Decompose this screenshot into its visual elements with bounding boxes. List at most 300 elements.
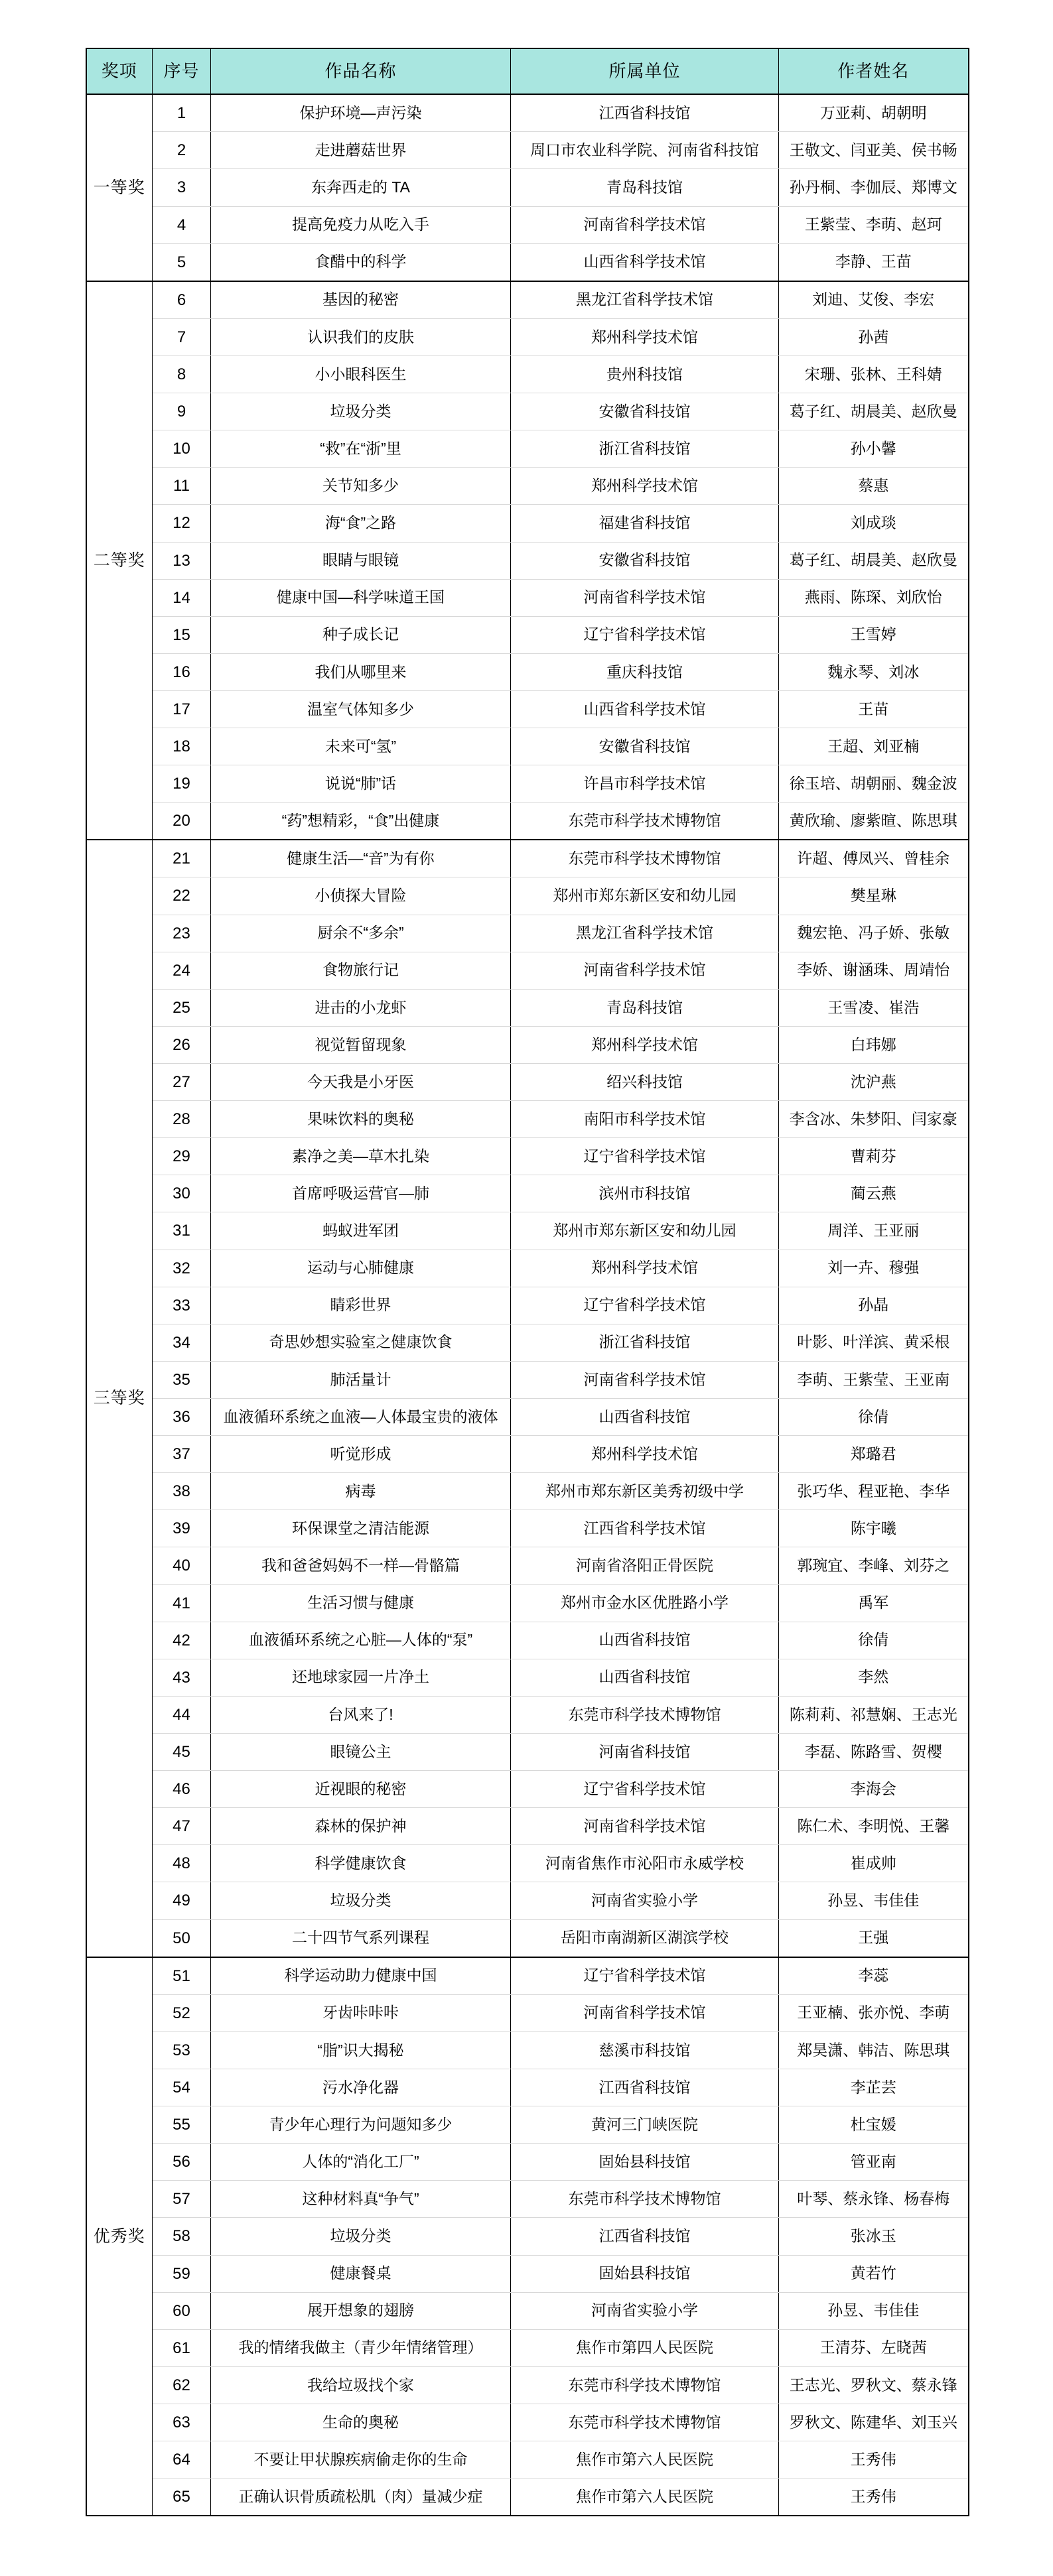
cell-unit: 山西省科技馆 bbox=[511, 1622, 779, 1659]
table-row bbox=[86, 2181, 969, 2218]
column-header-authors: 作者姓名 bbox=[779, 48, 969, 94]
cell-unit: 郑州市郑东新区安和幼儿园 bbox=[511, 1212, 779, 1250]
table-row bbox=[86, 1212, 969, 1250]
table-row bbox=[86, 616, 969, 653]
award-list-table bbox=[86, 48, 969, 2516]
cell-title: 生命的奥秘 bbox=[211, 2404, 511, 2441]
cell-title: 不要让甲状腺疾病偷走你的生命 bbox=[211, 2441, 511, 2479]
cell-unit: 黑龙江省科学技术馆 bbox=[511, 915, 779, 952]
cell-authors: 杜宝媛 bbox=[779, 2106, 969, 2144]
cell-title: 我和爸爸妈妈不一样—骨骼篇 bbox=[211, 1547, 511, 1584]
cell-authors: 刘成琰 bbox=[779, 505, 969, 542]
cell-title: 污水净化器 bbox=[211, 2069, 511, 2106]
cell-unit: 河南省焦作市沁阳市永威学校 bbox=[511, 1845, 779, 1882]
cell-index: 27 bbox=[153, 1064, 211, 1101]
cell-authors: 王敬文、闫亚美、侯书畅 bbox=[779, 132, 969, 169]
cell-title: 走进蘑菇世界 bbox=[211, 132, 511, 169]
cell-unit: 东莞市科学技术博物馆 bbox=[511, 2366, 779, 2404]
cell-authors: 郑璐君 bbox=[779, 1436, 969, 1473]
cell-unit: 山西省科技馆 bbox=[511, 1659, 779, 1696]
table-row bbox=[86, 1808, 969, 1845]
cell-index: 41 bbox=[153, 1584, 211, 1622]
cell-index: 24 bbox=[153, 952, 211, 989]
cell-title: 这种材料真“争气” bbox=[211, 2181, 511, 2218]
table-row bbox=[86, 1361, 969, 1398]
cell-unit: 贵州科技馆 bbox=[511, 355, 779, 393]
cell-index: 45 bbox=[153, 1734, 211, 1771]
cell-unit: 浙江省科技馆 bbox=[511, 1324, 779, 1361]
cell-index: 54 bbox=[153, 2069, 211, 2106]
cell-title: 果味饮料的奥秘 bbox=[211, 1101, 511, 1138]
cell-title: 人体的“消化工厂” bbox=[211, 2144, 511, 2181]
table-row bbox=[86, 1957, 969, 1995]
cell-unit: 辽宁省科学技术馆 bbox=[511, 1287, 779, 1324]
table-row bbox=[86, 393, 969, 430]
table-header bbox=[86, 48, 969, 94]
cell-unit: 郑州市郑东新区安和幼儿园 bbox=[511, 877, 779, 915]
cell-index: 13 bbox=[153, 542, 211, 579]
cell-index: 53 bbox=[153, 2031, 211, 2069]
cell-index: 18 bbox=[153, 728, 211, 765]
table-row bbox=[86, 355, 969, 393]
cell-index: 5 bbox=[153, 243, 211, 281]
cell-authors: 周洋、王亚丽 bbox=[779, 1212, 969, 1250]
cell-authors: 燕雨、陈琛、刘欣怡 bbox=[779, 579, 969, 616]
cell-title: 还地球家园一片净土 bbox=[211, 1659, 511, 1696]
cell-index: 3 bbox=[153, 169, 211, 206]
table-row bbox=[86, 132, 969, 169]
cell-title: 血液循环系统之心脏—人体的“泵” bbox=[211, 1622, 511, 1659]
cell-authors: 徐倩 bbox=[779, 1622, 969, 1659]
cell-index: 34 bbox=[153, 1324, 211, 1361]
cell-unit: 河南省实验小学 bbox=[511, 2292, 779, 2329]
cell-index: 64 bbox=[153, 2441, 211, 2479]
cell-authors: 孙丹桐、李伽辰、郑博文 bbox=[779, 169, 969, 206]
cell-authors: 王雪凌、崔浩 bbox=[779, 989, 969, 1026]
cell-unit: 辽宁省科学技术馆 bbox=[511, 616, 779, 653]
table-row bbox=[86, 1659, 969, 1696]
cell-unit: 辽宁省科学技术馆 bbox=[511, 1957, 779, 1995]
cell-index: 25 bbox=[153, 989, 211, 1026]
cell-index: 35 bbox=[153, 1361, 211, 1398]
table-row bbox=[86, 2144, 969, 2181]
cell-title: 病毒 bbox=[211, 1473, 511, 1510]
cell-authors: 叶琴、蔡永锋、杨春梅 bbox=[779, 2181, 969, 2218]
cell-authors: 王强 bbox=[779, 1919, 969, 1957]
cell-unit: 山西省科技馆 bbox=[511, 1399, 779, 1436]
table-row bbox=[86, 1175, 969, 1212]
cell-unit: 河南省实验小学 bbox=[511, 1882, 779, 1919]
cell-index: 14 bbox=[153, 579, 211, 616]
cell-unit: 辽宁省科学技术馆 bbox=[511, 1771, 779, 1808]
table-row bbox=[86, 2106, 969, 2144]
table-row bbox=[86, 468, 969, 505]
cell-unit: 固始县科技馆 bbox=[511, 2144, 779, 2181]
cell-unit: 许昌市科学技术馆 bbox=[511, 765, 779, 803]
table-row bbox=[86, 505, 969, 542]
cell-unit: 重庆科技馆 bbox=[511, 653, 779, 690]
table-row bbox=[86, 989, 969, 1026]
table-row bbox=[86, 579, 969, 616]
cell-unit: 河南省科学技术馆 bbox=[511, 1808, 779, 1845]
cell-title: “救”在“浙”里 bbox=[211, 430, 511, 468]
cell-index: 33 bbox=[153, 1287, 211, 1324]
cell-authors: 叶影、叶洋滨、黄采根 bbox=[779, 1324, 969, 1361]
cell-authors: 孙小馨 bbox=[779, 430, 969, 468]
cell-authors: 李静、王苗 bbox=[779, 243, 969, 281]
table-row bbox=[86, 653, 969, 690]
cell-authors: 崔成帅 bbox=[779, 1845, 969, 1882]
cell-index: 10 bbox=[153, 430, 211, 468]
cell-authors: 宋珊、张林、王科婧 bbox=[779, 355, 969, 393]
cell-authors: 管亚南 bbox=[779, 2144, 969, 2181]
cell-index: 15 bbox=[153, 616, 211, 653]
table-row bbox=[86, 2218, 969, 2255]
cell-title: 运动与心肺健康 bbox=[211, 1250, 511, 1287]
cell-title: 我给垃圾找个家 bbox=[211, 2366, 511, 2404]
cell-title: 小小眼科医生 bbox=[211, 355, 511, 393]
cell-index: 6 bbox=[153, 281, 211, 319]
cell-index: 9 bbox=[153, 393, 211, 430]
cell-authors: 王志光、罗秋文、蔡永锋 bbox=[779, 2366, 969, 2404]
cell-title: 青少年心理行为问题知多少 bbox=[211, 2106, 511, 2144]
cell-title: 垃圾分类 bbox=[211, 393, 511, 430]
cell-title: 说说“肺”话 bbox=[211, 765, 511, 803]
cell-authors: 王雪婷 bbox=[779, 616, 969, 653]
cell-index: 62 bbox=[153, 2366, 211, 2404]
cell-unit: 固始县科技馆 bbox=[511, 2255, 779, 2292]
cell-title: 听觉形成 bbox=[211, 1436, 511, 1473]
table-row bbox=[86, 1622, 969, 1659]
cell-unit: 焦作市第六人民医院 bbox=[511, 2441, 779, 2479]
table-row bbox=[86, 877, 969, 915]
cell-authors: 徐倩 bbox=[779, 1399, 969, 1436]
cell-unit: 东莞市科学技术博物馆 bbox=[511, 2404, 779, 2441]
cell-index: 23 bbox=[153, 915, 211, 952]
cell-authors: 白玮娜 bbox=[779, 1026, 969, 1063]
table-row bbox=[86, 1994, 969, 2031]
cell-title: 科学健康饮食 bbox=[211, 1845, 511, 1882]
cell-unit: 河南省科技馆 bbox=[511, 1734, 779, 1771]
cell-unit: 绍兴科技馆 bbox=[511, 1064, 779, 1101]
table-row bbox=[86, 2329, 969, 2366]
cell-index: 51 bbox=[153, 1957, 211, 1995]
cell-unit: 郑州科学技术馆 bbox=[511, 1026, 779, 1063]
cell-unit: 郑州科学技术馆 bbox=[511, 1436, 779, 1473]
cell-authors: 王超、刘亚楠 bbox=[779, 728, 969, 765]
cell-index: 4 bbox=[153, 206, 211, 243]
table-row bbox=[86, 952, 969, 989]
table-row bbox=[86, 1845, 969, 1882]
cell-index: 65 bbox=[153, 2479, 211, 2516]
table-row bbox=[86, 206, 969, 243]
table-row bbox=[86, 2479, 969, 2516]
cell-authors: 葛子红、胡晨美、赵欣曼 bbox=[779, 393, 969, 430]
cell-unit: 东莞市科学技术博物馆 bbox=[511, 1696, 779, 1733]
cell-title: 海“食”之路 bbox=[211, 505, 511, 542]
cell-unit: 福建省科技馆 bbox=[511, 505, 779, 542]
cell-unit: 郑州科学技术馆 bbox=[511, 1250, 779, 1287]
table-row bbox=[86, 803, 969, 840]
cell-title: 正确认识骨质疏松肌（肉）量减少症 bbox=[211, 2479, 511, 2516]
column-header-unit: 所属单位 bbox=[511, 48, 779, 94]
cell-index: 31 bbox=[153, 1212, 211, 1250]
table-row bbox=[86, 915, 969, 952]
award-group-label: 二等奖 bbox=[86, 281, 153, 840]
cell-index: 38 bbox=[153, 1473, 211, 1510]
table-row bbox=[86, 243, 969, 281]
cell-index: 37 bbox=[153, 1436, 211, 1473]
table-row bbox=[86, 430, 969, 468]
cell-title: 种子成长记 bbox=[211, 616, 511, 653]
cell-index: 50 bbox=[153, 1919, 211, 1957]
cell-authors: 樊星琳 bbox=[779, 877, 969, 915]
cell-title: 垃圾分类 bbox=[211, 2218, 511, 2255]
table-row bbox=[86, 1064, 969, 1101]
cell-index: 17 bbox=[153, 690, 211, 728]
cell-title: 食醋中的科学 bbox=[211, 243, 511, 281]
table-row bbox=[86, 2441, 969, 2479]
award-table-wrapper bbox=[86, 48, 968, 2516]
cell-title: 东奔西走的 TA bbox=[211, 169, 511, 206]
cell-authors: 魏永琴、刘冰 bbox=[779, 653, 969, 690]
cell-authors: 王亚楠、张亦悦、李萌 bbox=[779, 1994, 969, 2031]
cell-authors: 许超、傅凤兴、曾桂余 bbox=[779, 840, 969, 877]
cell-authors: 李磊、陈路雪、贺樱 bbox=[779, 1734, 969, 1771]
cell-authors: 魏宏艳、冯子娇、张敏 bbox=[779, 915, 969, 952]
cell-title: 生活习惯与健康 bbox=[211, 1584, 511, 1622]
cell-index: 40 bbox=[153, 1547, 211, 1584]
cell-unit: 安徽省科技馆 bbox=[511, 542, 779, 579]
cell-index: 55 bbox=[153, 2106, 211, 2144]
cell-authors: 李芷芸 bbox=[779, 2069, 969, 2106]
cell-index: 57 bbox=[153, 2181, 211, 2218]
cell-authors: 陈莉莉、祁慧娴、王志光 bbox=[779, 1696, 969, 1733]
cell-index: 59 bbox=[153, 2255, 211, 2292]
column-header-index: 序号 bbox=[153, 48, 211, 94]
cell-index: 56 bbox=[153, 2144, 211, 2181]
cell-index: 58 bbox=[153, 2218, 211, 2255]
cell-title: 健康生活—“音”为有你 bbox=[211, 840, 511, 877]
table-row bbox=[86, 94, 969, 132]
cell-index: 12 bbox=[153, 505, 211, 542]
cell-unit: 岳阳市南湖新区湖滨学校 bbox=[511, 1919, 779, 1957]
cell-unit: 河南省科学技术馆 bbox=[511, 206, 779, 243]
cell-title: 森林的保护神 bbox=[211, 1808, 511, 1845]
cell-unit: 焦作市第四人民医院 bbox=[511, 2329, 779, 2366]
cell-index: 7 bbox=[153, 318, 211, 355]
table-row bbox=[86, 542, 969, 579]
cell-authors: 郑昊潇、韩洁、陈思琪 bbox=[779, 2031, 969, 2069]
cell-unit: 黄河三门峡医院 bbox=[511, 2106, 779, 2144]
cell-unit: 河南省科学技术馆 bbox=[511, 952, 779, 989]
cell-index: 36 bbox=[153, 1399, 211, 1436]
cell-index: 2 bbox=[153, 132, 211, 169]
table-row bbox=[86, 2069, 969, 2106]
table-row bbox=[86, 1138, 969, 1175]
cell-unit: 河南省科学技术馆 bbox=[511, 1994, 779, 2031]
table-row bbox=[86, 1026, 969, 1063]
cell-title: 未来可“氢” bbox=[211, 728, 511, 765]
cell-index: 8 bbox=[153, 355, 211, 393]
table-row bbox=[86, 1734, 969, 1771]
cell-authors: 郭琬宜、李峰、刘芬之 bbox=[779, 1547, 969, 1584]
cell-authors: 沈沪燕 bbox=[779, 1064, 969, 1101]
cell-index: 16 bbox=[153, 653, 211, 690]
cell-unit: 黑龙江省科学技术馆 bbox=[511, 281, 779, 319]
cell-title: 血液循环系统之血液—人体最宝贵的液体 bbox=[211, 1399, 511, 1436]
cell-unit: 江西省科技馆 bbox=[511, 2218, 779, 2255]
cell-unit: 安徽省科技馆 bbox=[511, 393, 779, 430]
cell-authors: 李娇、谢涵珠、周靖怡 bbox=[779, 952, 969, 989]
cell-authors: 王秀伟 bbox=[779, 2479, 969, 2516]
table-row bbox=[86, 1101, 969, 1138]
cell-title: 奇思妙想实验室之健康饮食 bbox=[211, 1324, 511, 1361]
cell-title: 小侦探大冒险 bbox=[211, 877, 511, 915]
cell-title: 展开想象的翅膀 bbox=[211, 2292, 511, 2329]
table-row bbox=[86, 690, 969, 728]
cell-title: 眼睛与眼镜 bbox=[211, 542, 511, 579]
cell-title: 保护环境—声污染 bbox=[211, 94, 511, 132]
cell-authors: 黄若竹 bbox=[779, 2255, 969, 2292]
cell-title: 认识我们的皮肤 bbox=[211, 318, 511, 355]
cell-authors: 孙昱、韦佳佳 bbox=[779, 2292, 969, 2329]
cell-unit: 江西省科学技术馆 bbox=[511, 1510, 779, 1547]
table-row bbox=[86, 2366, 969, 2404]
table-row bbox=[86, 2404, 969, 2441]
cell-title: 首席呼吸运营官—肺 bbox=[211, 1175, 511, 1212]
cell-authors: 葛子红、胡晨美、赵欣曼 bbox=[779, 542, 969, 579]
cell-title: 科学运动助力健康中国 bbox=[211, 1957, 511, 1995]
cell-index: 26 bbox=[153, 1026, 211, 1063]
cell-index: 63 bbox=[153, 2404, 211, 2441]
table-row bbox=[86, 318, 969, 355]
cell-authors: 曹莉芬 bbox=[779, 1138, 969, 1175]
cell-index: 1 bbox=[153, 94, 211, 132]
cell-unit: 郑州市郑东新区美秀初级中学 bbox=[511, 1473, 779, 1510]
award-group-label: 一等奖 bbox=[86, 94, 153, 281]
table-body bbox=[86, 94, 969, 2516]
cell-authors: 张冰玉 bbox=[779, 2218, 969, 2255]
cell-authors: 徐玉培、胡朝丽、魏金波 bbox=[779, 765, 969, 803]
table-row bbox=[86, 1771, 969, 1808]
cell-title: 温室气体知多少 bbox=[211, 690, 511, 728]
cell-title: 环保课堂之清洁能源 bbox=[211, 1510, 511, 1547]
cell-unit: 河南省科学技术馆 bbox=[511, 1361, 779, 1398]
cell-unit: 东莞市科学技术博物馆 bbox=[511, 803, 779, 840]
cell-title: 提高免疫力从吃入手 bbox=[211, 206, 511, 243]
cell-unit: 青岛科技馆 bbox=[511, 989, 779, 1026]
cell-index: 49 bbox=[153, 1882, 211, 1919]
cell-index: 32 bbox=[153, 1250, 211, 1287]
cell-authors: 李然 bbox=[779, 1659, 969, 1696]
cell-title: 进击的小龙虾 bbox=[211, 989, 511, 1026]
cell-authors: 王苗 bbox=[779, 690, 969, 728]
cell-unit: 河南省科学技术馆 bbox=[511, 579, 779, 616]
cell-title: 素净之美—草木扎染 bbox=[211, 1138, 511, 1175]
cell-authors: 陈宇曦 bbox=[779, 1510, 969, 1547]
award-group-label: 优秀奖 bbox=[86, 1957, 153, 2516]
table-row bbox=[86, 1696, 969, 1733]
cell-title: 基因的秘密 bbox=[211, 281, 511, 319]
cell-authors: 蔡惠 bbox=[779, 468, 969, 505]
table-row bbox=[86, 1436, 969, 1473]
cell-title: “药”想精彩，“食”出健康 bbox=[211, 803, 511, 840]
cell-index: 47 bbox=[153, 1808, 211, 1845]
table-row bbox=[86, 1287, 969, 1324]
cell-index: 20 bbox=[153, 803, 211, 840]
cell-index: 21 bbox=[153, 840, 211, 877]
cell-authors: 孙茜 bbox=[779, 318, 969, 355]
table-row bbox=[86, 728, 969, 765]
cell-unit: 东莞市科学技术博物馆 bbox=[511, 840, 779, 877]
cell-title: 健康中国—科学味道王国 bbox=[211, 579, 511, 616]
cell-authors: 张巧华、程亚艳、李华 bbox=[779, 1473, 969, 1510]
cell-authors: 蔺云燕 bbox=[779, 1175, 969, 1212]
cell-title: 食物旅行记 bbox=[211, 952, 511, 989]
cell-index: 29 bbox=[153, 1138, 211, 1175]
cell-title: 牙齿咔咔咔 bbox=[211, 1994, 511, 2031]
table-row bbox=[86, 1473, 969, 1510]
table-row bbox=[86, 281, 969, 319]
cell-unit: 郑州科学技术馆 bbox=[511, 468, 779, 505]
column-header-award: 奖项 bbox=[86, 48, 153, 94]
cell-unit: 江西省科技馆 bbox=[511, 2069, 779, 2106]
cell-index: 43 bbox=[153, 1659, 211, 1696]
cell-unit: 辽宁省科学技术馆 bbox=[511, 1138, 779, 1175]
cell-unit: 慈溪市科技馆 bbox=[511, 2031, 779, 2069]
cell-index: 30 bbox=[153, 1175, 211, 1212]
award-group-label: 三等奖 bbox=[86, 840, 153, 1957]
column-header-title: 作品名称 bbox=[211, 48, 511, 94]
cell-unit: 山西省科学技术馆 bbox=[511, 243, 779, 281]
table-row bbox=[86, 1919, 969, 1957]
table-row bbox=[86, 1882, 969, 1919]
cell-unit: 东莞市科学技术博物馆 bbox=[511, 2181, 779, 2218]
cell-authors: 刘迪、艾俊、李宏 bbox=[779, 281, 969, 319]
table-row bbox=[86, 1584, 969, 1622]
cell-authors: 李蕊 bbox=[779, 1957, 969, 1995]
cell-authors: 陈仁术、李明悦、王馨 bbox=[779, 1808, 969, 1845]
cell-authors: 罗秋文、陈建华、刘玉兴 bbox=[779, 2404, 969, 2441]
cell-title: “脂”识大揭秘 bbox=[211, 2031, 511, 2069]
cell-index: 11 bbox=[153, 468, 211, 505]
table-row bbox=[86, 1510, 969, 1547]
table-row bbox=[86, 2255, 969, 2292]
cell-authors: 王秀伟 bbox=[779, 2441, 969, 2479]
cell-title: 近视眼的秘密 bbox=[211, 1771, 511, 1808]
table-row bbox=[86, 1399, 969, 1436]
cell-index: 39 bbox=[153, 1510, 211, 1547]
cell-unit: 山西省科学技术馆 bbox=[511, 690, 779, 728]
cell-title: 今天我是小牙医 bbox=[211, 1064, 511, 1101]
cell-index: 48 bbox=[153, 1845, 211, 1882]
table-header-row bbox=[86, 48, 969, 94]
cell-index: 61 bbox=[153, 2329, 211, 2366]
cell-title: 我的情绪我做主（青少年情绪管理） bbox=[211, 2329, 511, 2366]
cell-title: 睛彩世界 bbox=[211, 1287, 511, 1324]
cell-title: 视觉暂留现象 bbox=[211, 1026, 511, 1063]
table-row bbox=[86, 2031, 969, 2069]
cell-authors: 黄欣瑜、廖紫暄、陈思琪 bbox=[779, 803, 969, 840]
cell-unit: 南阳市科学技术馆 bbox=[511, 1101, 779, 1138]
cell-authors: 万亚莉、胡朝明 bbox=[779, 94, 969, 132]
cell-title: 眼镜公主 bbox=[211, 1734, 511, 1771]
cell-title: 台风来了! bbox=[211, 1696, 511, 1733]
cell-unit: 江西省科技馆 bbox=[511, 94, 779, 132]
cell-title: 肺活量计 bbox=[211, 1361, 511, 1398]
table-row bbox=[86, 765, 969, 803]
